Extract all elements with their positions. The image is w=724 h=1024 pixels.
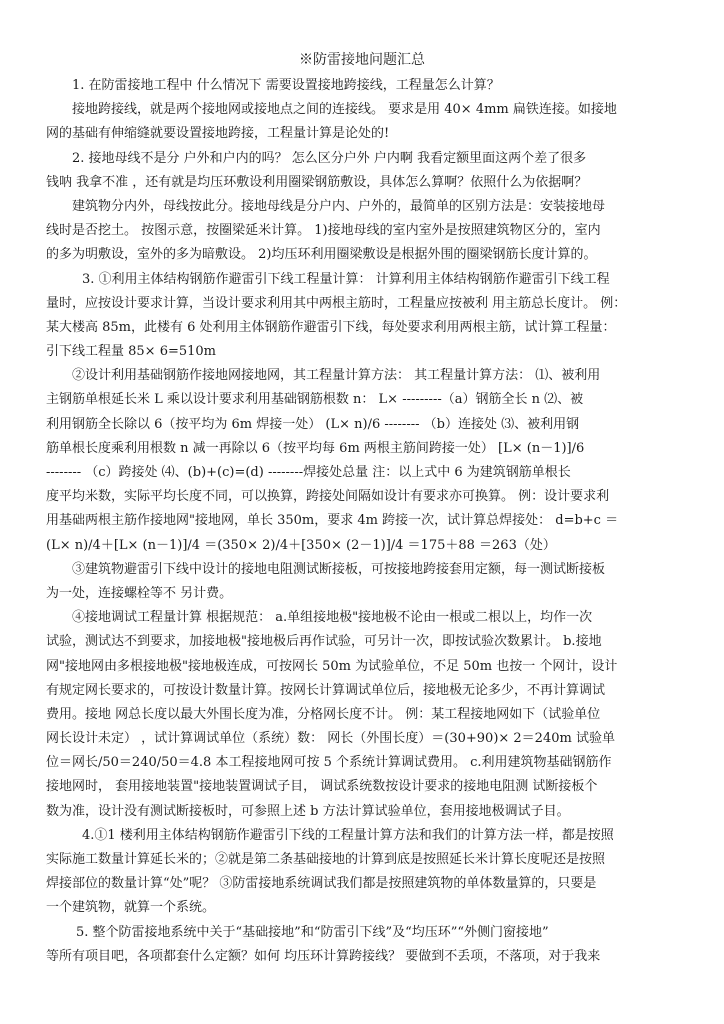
text-line: 5. 整个防雷接地系统中关于“基础接地”和“防雷引下线”及“均压环”“外侧门窗接地” — [76, 924, 549, 940]
text-line: 2. 接地母线不是分 户外和户内的吗？ 怎么区分户外 户内啊 我看定额里面这两个差了很多 — [72, 150, 587, 166]
text-line: 网长设计未定） ，试计算调试单位（系统）数： 网长（外围长度）＝(30+90)× 2＝240m 试验单 — [46, 731, 615, 747]
text-line: 用基础两根主筋作接地网"接地网，单长 350m，要求 4m 跨接一次，试计算总焊接处： d=b+c ＝ — [46, 513, 619, 529]
text-line: 为一处，连接螺栓等不 另计费。 — [46, 585, 233, 601]
text-line: 利用钢筋全长除以 6（按平均为 6m 焊接一处） (L× n)/6 -------- （b）连接处 ⑶、被利用钢 — [46, 416, 580, 432]
text-line: 主钢筋单根延长米 L 乘以设计要求利用基础钢筋根数 n： L× ---------（a）钢筋全长 n ⑵、被 — [46, 392, 584, 408]
text-line: 建筑物分内外，母线按此分。接地母线是分户内、户外的，最简单的区别方法是：安装接地母 — [72, 198, 606, 214]
text-line: 3. ①利用主体结构钢筋作避雷引下线工程量计算： 计算利用主体结构钢筋作避雷引下线工程 — [82, 271, 610, 287]
text-line: 度平均米数，实际平均长度不同，可以换算，跨接处间隔如设计有要求亦可换算。 例：设计要求利 — [46, 489, 610, 505]
text-line: (L× n)/4＋[L× (n－1)]/4 ＝(350× 2)/4＋[350× (2－1)]/4 ＝175＋88 ＝263（处） — [46, 537, 556, 553]
text-line: 费用。接地 网总长度以最大外围长度为准，分格网长度不计。 例：某工程接地网如下（试验单位 — [46, 706, 601, 722]
text-line: 有规定网长要求的，可按设计数量计算。按网长计算调试单位后，接地极无论多少，不再计算调试 — [46, 682, 606, 698]
text-line: 某大楼高 85m，此楼有 6 处利用主体钢筋作避雷引下线，每处要求利用两根主筋，试计算工程量： — [46, 319, 616, 335]
text-line: 线时是否挖土。 按图示意，按圈梁延米计算。 1)接地母线的室内室外是按照建筑物区分的，室内 — [46, 223, 601, 239]
text-line: ③建筑物避雷引下线中设计的接地电阻测试断接板，可按接地跨接套用定额，每一测试断接板 — [72, 561, 606, 577]
text-line: 网的基础有伸缩缝就要设置接地跨接，工程量计算是论处的! — [46, 126, 390, 142]
text-line: ②设计利用基础钢筋作接地网接地网，其工程量计算方法： 其工程量计算方法： ⑴、被利用 — [72, 368, 601, 384]
text-line: 接地跨接线，就是两个接地网或接地点之间的连接线。 要求是用 40× 4mm 扁铁连接。如接地 — [72, 102, 617, 118]
text-line: 一个建筑物，就算一个系统。 — [46, 900, 216, 916]
text-line: 筋单根长度乘利用根数 n 减一再除以 6（按平均每 6m 两根主筋间跨接一处） [L× (n－1)]/6 — [46, 440, 585, 456]
text-line: 1. 在防雷接地工程中 什么情况下 需要设置接地跨接线，工程量怎么计算？ — [72, 78, 500, 93]
text-line: 试验，测试达不到要求，加接地极"接地极后再作试验，可另计一次，即按试验次数累计。 b.接地 — [46, 634, 602, 650]
text-line: 的多为明敷设，室外的多为暗敷设。 2)均压环利用圈梁敷设是根据外围的圈梁钢筋长度计算的。 — [46, 247, 597, 263]
text-line: 4.①1 楼利用主体结构钢筋作避雷引下线的工程量计算方法和我们的计算方法一样，都是按照 — [82, 827, 614, 843]
document-body — [46, 74, 682, 969]
text-line: 引下线工程量 85× 6=510m — [46, 344, 217, 360]
text-line: 位＝网长/50＝240/50＝4.8 本工程接地网可按 5 个系统计算调试费用。 c.利用建筑物基础钢筋作 — [46, 755, 612, 771]
text-line: 焊接部位的数量计算“处”呢？ ③防雷接地系统调试我们都是按照建筑物的单体数量算的，只要是 — [46, 876, 597, 892]
text-line: 钱呐 我拿不准 ，还有就是均压环敷设利用圈梁钢筋敷设，具体怎么算啊？依照什么为依据啊？ — [46, 174, 588, 190]
text-line: 网"接地网由多根接地极"接地极连成，可按网长 50m 为试验单位，不足 50m 也按一 个网计，设计 — [46, 658, 618, 674]
text-line: -------- （c）跨接处 ⑷、(b)+(c)=(d) --------焊接处总量 注：以上式中 6 为建筑钢筋单根长 — [46, 465, 571, 480]
document-title: ※防雷接地问题汇总 — [299, 52, 425, 68]
text-line: ④接地调试工程量计算 根据规范： a.单组接地极"接地极不论由一根或二根以上，均作一次 — [72, 610, 593, 626]
text-line: 实际施工数量计算延长米的；②就是第二条基础接地的计算到底是按照延长米计算长度呢还是按照 — [46, 852, 606, 867]
text-line: 数为准，设计没有测试断接板时，可参照上述 b 方法计算试验单位，套用接地极调试子目。 — [46, 803, 570, 819]
text-line: 量时，应按设计要求计算，当设计要求利用其中两根主筋时，工程量应按被利 用主筋总长度计。 例： — [46, 295, 627, 311]
text-line: 等所有项目吧，各项都套什么定额？如何 均压环计算跨接线？ 要做到不丢项，不落项，对于我来 — [46, 948, 601, 964]
text-line: 接地网时， 套用接地装置"接地装置调试子目， 调试系统数按设计要求的接地电阻测 试断接板个 — [46, 779, 598, 795]
